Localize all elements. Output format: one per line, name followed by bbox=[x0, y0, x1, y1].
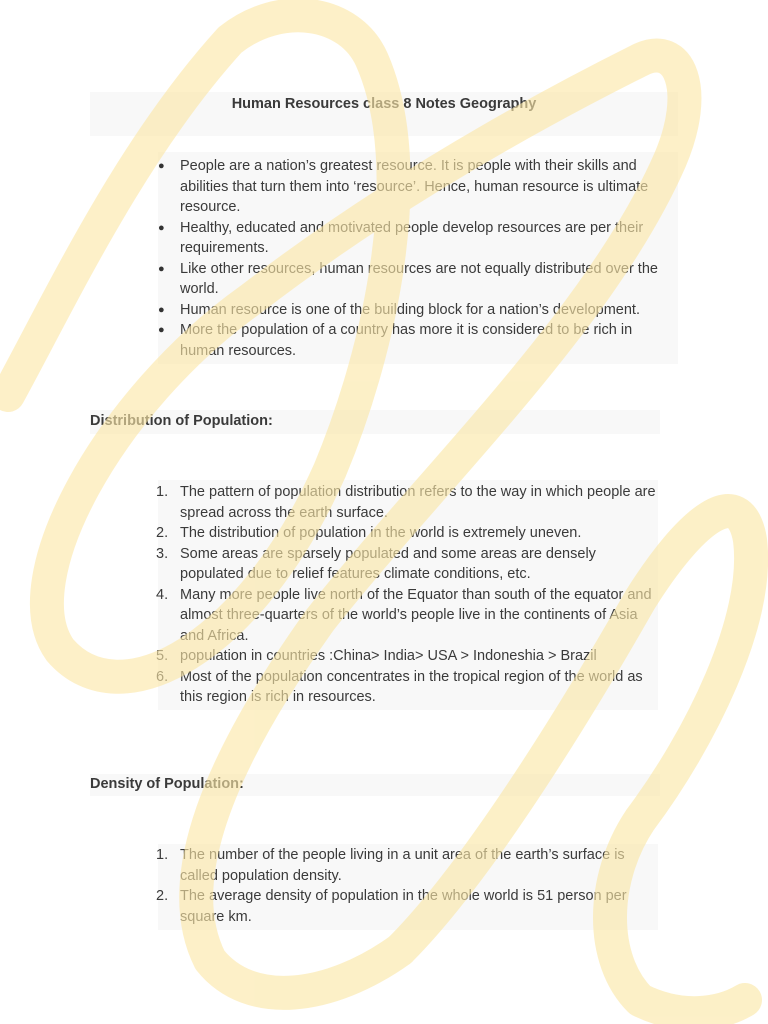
list-item-text: Many more people live north of the Equator than south of the equator and almost three-quarters of the world’s people live in the continents of Asia and Africa. bbox=[180, 586, 652, 644]
list-number: 1. bbox=[156, 847, 169, 863]
list-item bbox=[158, 667, 658, 708]
distribution-heading: Distribution of Population: bbox=[90, 413, 273, 429]
list-item-text: The pattern of population distribution refers to the way in which people are spread across the earth surface. bbox=[180, 484, 656, 521]
list-item: ● Human resource is one of the building block for a nation’s development. bbox=[158, 300, 678, 321]
list-item: ● More the population of a country has more it is considered to be rich in human resources. bbox=[158, 320, 678, 361]
density-list bbox=[158, 845, 658, 927]
density-heading: Density of Population: bbox=[90, 776, 244, 792]
list-item bbox=[158, 544, 658, 585]
list-item bbox=[158, 523, 658, 544]
list-item bbox=[158, 585, 658, 647]
list-item-text: Most of the population concentrates in the tropical region of the world as this region is rich in resources. bbox=[180, 668, 643, 705]
list-item bbox=[158, 646, 658, 667]
list-number: 1. bbox=[156, 484, 169, 500]
page-title bbox=[90, 92, 678, 136]
list-item-text: The distribution of population in the world is extremely uneven. bbox=[180, 525, 582, 541]
list-item bbox=[158, 886, 658, 927]
list-item: ● Healthy, educated and motivated people develop resources are per their requirements. bbox=[158, 218, 678, 259]
list-item-text: Some areas are sparsely populated and some areas are densely populated due to relief features climate conditions, etc. bbox=[180, 545, 596, 582]
intro-bullet-list bbox=[158, 156, 678, 361]
page-title-text: Human Resources class 8 Notes Geography bbox=[231, 96, 537, 112]
distribution-list bbox=[158, 482, 658, 708]
list-item: ● People are a nation’s greatest resource. It is people with their skills and abilities that turn them into ‘resource’. Hence, human resource is ultimate resource. bbox=[158, 156, 678, 218]
list-item: ● Like other resources, human resources are not equally distributed over the world. bbox=[158, 259, 678, 300]
list-item bbox=[158, 482, 658, 523]
list-number: 3. bbox=[156, 545, 169, 562]
list-number: 6. bbox=[156, 668, 169, 685]
list-item-text: The number of the people living in a unit area of the earth’s surface is called population density. bbox=[180, 847, 625, 884]
list-item-text: The average density of population in the whole world is 51 person per square km. bbox=[180, 888, 627, 925]
list-number: 5. bbox=[156, 648, 169, 664]
list-number: 2. bbox=[156, 525, 169, 541]
list-number: 2. bbox=[156, 888, 169, 904]
list-number: 4. bbox=[156, 586, 169, 603]
list-item-text: population in countries :China> India> USA > Indoneshia > Brazil bbox=[180, 648, 597, 664]
list-item bbox=[158, 845, 658, 886]
